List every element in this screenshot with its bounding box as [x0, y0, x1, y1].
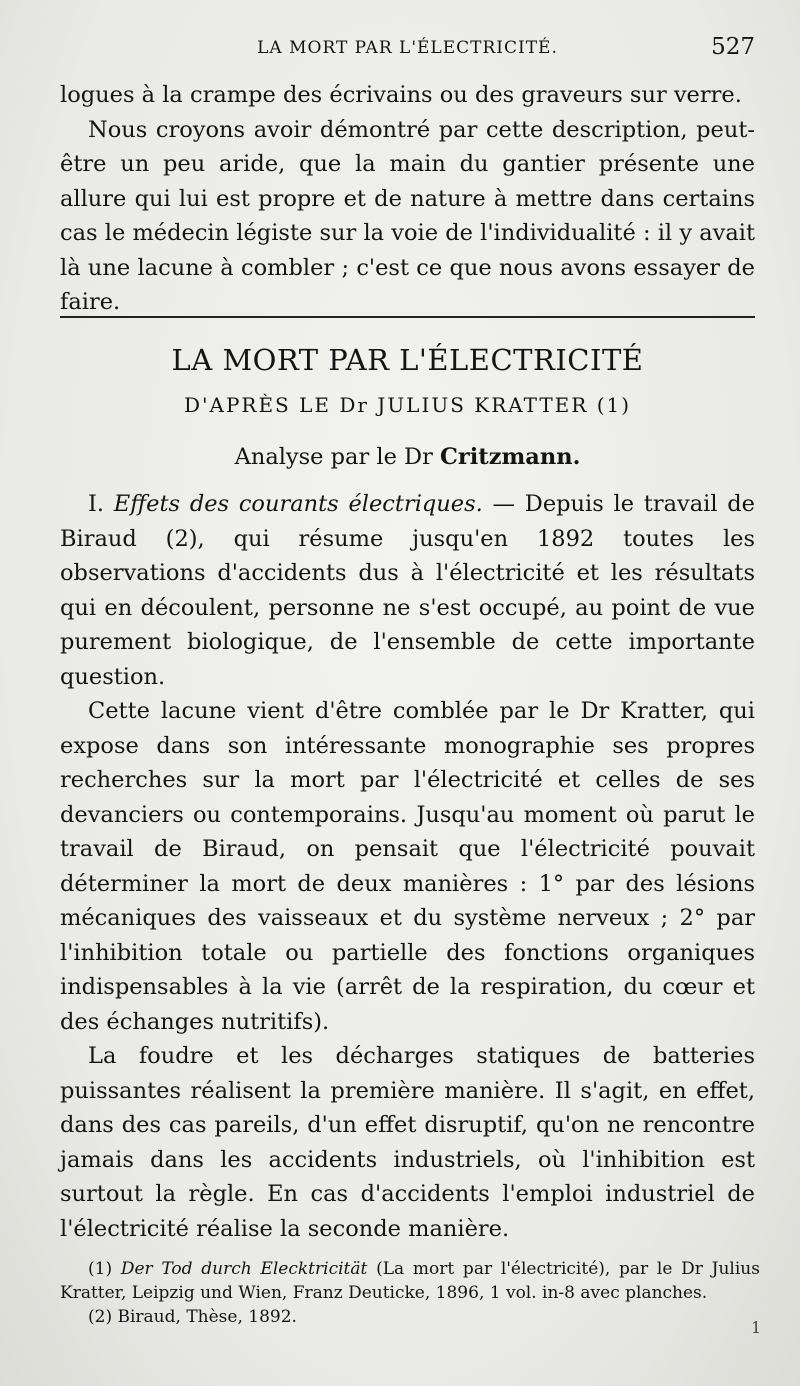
article-title: LA MORT PAR L'ÉLECTRICITÉ — [171, 343, 644, 377]
byline-prefix: Analyse par le Dr — [234, 444, 440, 470]
article-byline — [60, 444, 755, 470]
footnote-1 — [60, 1257, 760, 1305]
section-number: I. — [88, 491, 114, 517]
footnote-1-marker: (1) — [88, 1259, 121, 1279]
article-subtitle: D'APRÈS LE Dr JULIUS KRATTER (1) — [183, 393, 632, 417]
article-body — [60, 487, 755, 1246]
footnote-1-title: Der Tod durch Elecktricität — [120, 1259, 368, 1279]
continuation-line: logues à la crampe des écrivains ou des graveurs sur verre. — [60, 82, 742, 108]
footnotes — [60, 1257, 760, 1329]
section-divider-rule — [60, 316, 755, 318]
footnote-2: (2) Biraud, Thèse, 1892. — [88, 1307, 297, 1327]
page-number: 527 — [711, 34, 755, 60]
paragraph-3: La foudre et les décharges statiques de batteries puissantes réalisent la première manière. Il s'agit, en effet, dans des cas pareils, d'un effet disruptif, qu'on ne rencontre jamais dans les accidents industriels, où l'inhibition est surtout la règle. En cas d'accidents l'emploi industriel de l'électricité réalise la seconde manière. — [60, 1043, 755, 1242]
margin-mark: 1 — [751, 1318, 762, 1337]
paragraph-2: Cette lacune vient d'être comblée par le Dr Kratter, qui expose dans son intéressante monographie ses propres recherches sur la mort par l'électricité et celles de ses devanciers ou contemporains. Jusqu'au moment où parut le travail de Biraud, on pensait que l'électricité pouvait déterminer la mort de deux manières : 1° par des lésions mécaniques des vaisseaux et du système nerveux ; 2° par l'inhibition totale ou partielle des fonctions organiques indispensables à la vie (arrêt de la respiration, du cœur et des échanges nutritifs). — [60, 698, 755, 1035]
running-head-title: LA MORT PAR L'ÉLECTRICITÉ. — [257, 38, 558, 58]
paragraph-1-text: — Depuis le travail de Biraud (2), qui résume jusqu'en 1892 toutes les observations d'accidents dus à l'électricité et les résultats qui en découlent, personne ne s'est occupé, au point de vue purement biologique, de l'ensemble de cette importante question. — [60, 491, 755, 690]
byline-author: Critzmann. — [440, 444, 581, 470]
previous-article-end — [60, 78, 755, 320]
running-head — [60, 34, 755, 64]
footnote-1-text: (La mort par l'électricité), par le Dr Julius Kratter, Leipzig und Wien, Franz Deuticke, 1896, 1 vol. in-8 avec planches. — [60, 1259, 760, 1303]
closing-paragraph: Nous croyons avoir démontré par cette description, peut-être un peu aride, que la main du gantier présente une allure qui lui est propre et de nature à mettre dans certains cas le médecin légiste sur la voie de l'individualité : il y avait là une lacune à combler ; c'est ce que nous avons essayer de faire. — [60, 116, 755, 315]
section-heading: Effets des courants électriques. — [113, 491, 483, 517]
paragraph-1 — [60, 487, 755, 694]
